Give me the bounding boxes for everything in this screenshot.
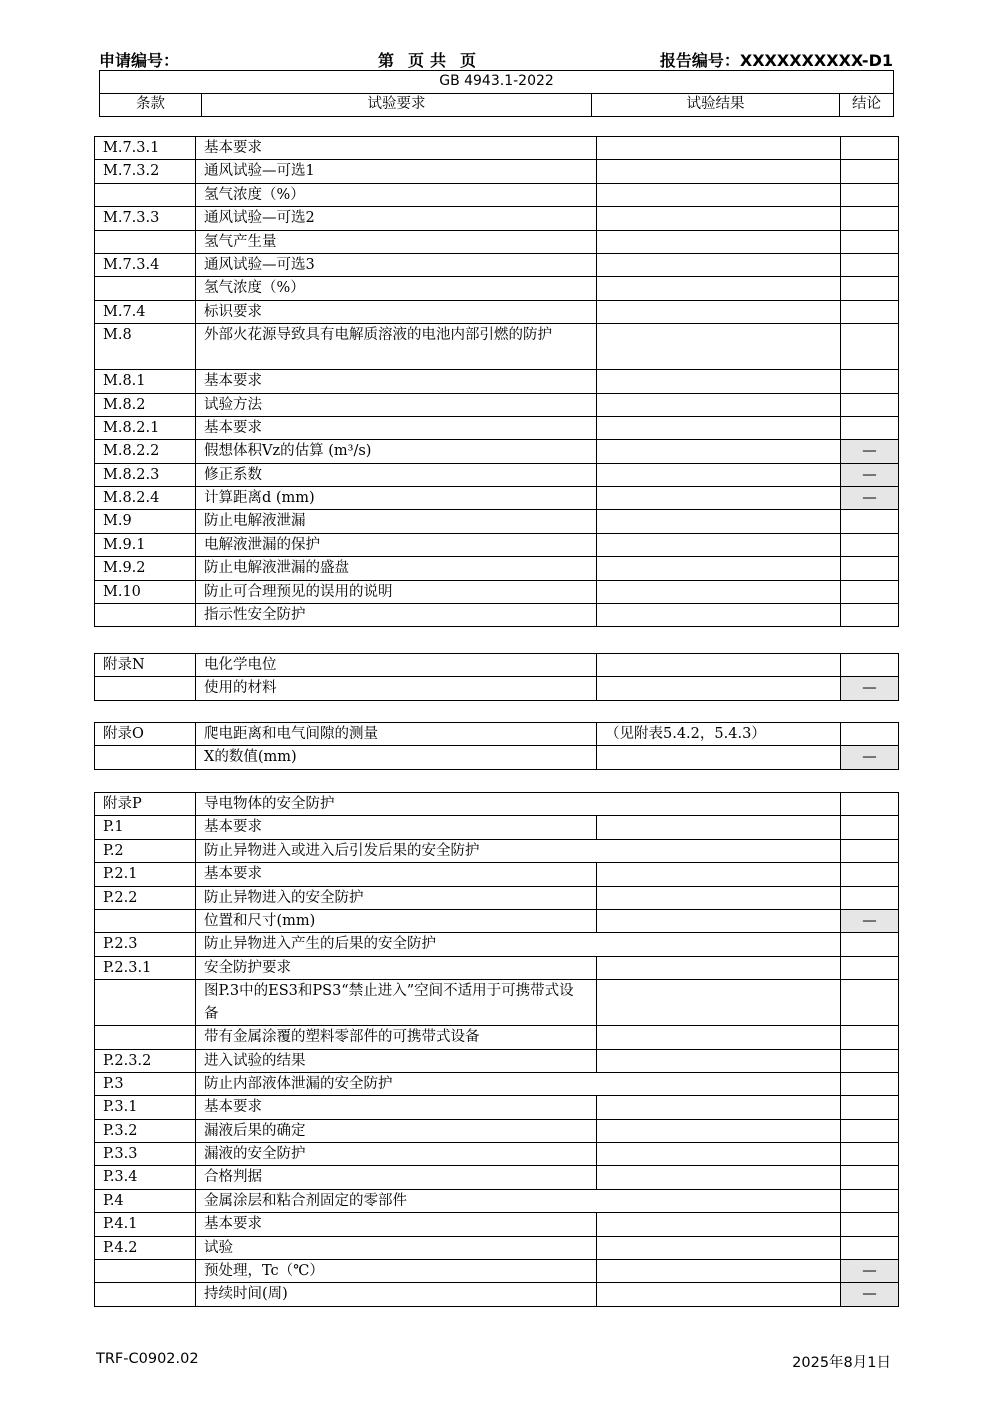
clause-cell: M.7.3.4 — [95, 253, 196, 276]
verdict-cell — [841, 230, 899, 253]
verdict-cell: — — [841, 746, 899, 769]
table-row — [95, 909, 899, 932]
clause-cell: 附录O — [95, 723, 196, 746]
result-cell — [597, 277, 841, 300]
clause-cell: P.3.4 — [95, 1166, 196, 1189]
column-header-result: 试验结果 — [592, 94, 840, 117]
verdict-cell — [841, 277, 899, 300]
clause-cell: M.8 — [95, 324, 196, 370]
verdict-cell: — — [841, 909, 899, 932]
verdict-cell: — — [841, 463, 899, 486]
page-word: 共 — [430, 51, 447, 70]
verdict-cell — [841, 1143, 899, 1166]
requirement-cell: 金属涂层和粘合剂固定的零部件 — [196, 1189, 841, 1212]
clause-cell — [95, 1260, 196, 1283]
clause-cell: P.2.3.1 — [95, 956, 196, 979]
requirement-cell: 带有金属涂覆的塑料零部件的可携带式设备 — [196, 1026, 597, 1049]
requirement-cell: 安全防护要求 — [196, 956, 597, 979]
verdict-cell — [841, 1213, 899, 1236]
result-cell — [597, 1213, 841, 1236]
clause-cell: P.2.3 — [95, 933, 196, 956]
table-row — [95, 1189, 899, 1212]
clause-cell — [95, 677, 196, 700]
table-row — [95, 886, 899, 909]
result-cell — [597, 677, 841, 700]
requirement-cell: 防止异物进入产生的后果的安全防护 — [196, 933, 841, 956]
table-row — [95, 863, 899, 886]
verdict-cell — [841, 370, 899, 393]
table-row — [95, 604, 899, 627]
verdict-cell — [841, 604, 899, 627]
table-row — [95, 980, 899, 1026]
table-row — [95, 137, 899, 160]
table-row — [95, 1213, 899, 1236]
result-cell — [597, 1283, 841, 1306]
requirement-cell: 电解液泄漏的保护 — [196, 533, 597, 556]
result-cell — [597, 604, 841, 627]
verdict-cell — [841, 533, 899, 556]
verdict-cell — [841, 839, 899, 862]
section-table — [94, 136, 899, 627]
table-row — [95, 1260, 899, 1283]
clause-cell: M.7.3.3 — [95, 207, 196, 230]
result-cell — [597, 487, 841, 510]
clause-cell: P.3 — [95, 1072, 196, 1095]
column-header-clause: 条款 — [100, 94, 202, 117]
result-cell — [597, 1143, 841, 1166]
clause-cell: P.4.1 — [95, 1213, 196, 1236]
table-row — [95, 816, 899, 839]
result-cell — [597, 1260, 841, 1283]
table-row — [95, 1283, 899, 1306]
result-cell — [597, 1236, 841, 1259]
requirement-cell: 通风试验—可选3 — [196, 253, 597, 276]
verdict-cell — [841, 980, 899, 1026]
table-row — [95, 183, 899, 206]
clause-cell: M.8.2.4 — [95, 487, 196, 510]
form-code: TRF-C0902.02 — [96, 1351, 199, 1367]
requirement-cell: 防止可合理预见的误用的说明 — [196, 580, 597, 603]
result-cell — [597, 1119, 841, 1142]
requirement-cell: 标识要求 — [196, 300, 597, 323]
result-cell — [597, 863, 841, 886]
result-cell — [597, 557, 841, 580]
verdict-cell — [841, 510, 899, 533]
clause-cell — [95, 909, 196, 932]
table-row — [95, 1049, 899, 1072]
verdict-cell — [841, 1049, 899, 1072]
verdict-cell — [841, 1189, 899, 1212]
verdict-cell — [841, 207, 899, 230]
verdict-cell — [841, 1119, 899, 1142]
report-number: 报告编号：XXXXXXXXXX-D1 — [659, 51, 893, 70]
result-cell — [597, 230, 841, 253]
clause-cell: M.8.2 — [95, 393, 196, 416]
table-row — [95, 160, 899, 183]
requirement-cell: 位置和尺寸(mm) — [196, 909, 597, 932]
table-row — [95, 370, 899, 393]
verdict-cell — [841, 956, 899, 979]
requirement-cell: X的数值(mm) — [196, 746, 597, 769]
table-row — [95, 416, 899, 439]
verdict-cell — [841, 793, 899, 816]
clause-cell: P.3.1 — [95, 1096, 196, 1119]
column-header-verdict: 结论 — [840, 94, 894, 117]
requirement-cell: 外部火花源导致具有电解质溶液的电池内部引燃的防护 — [196, 324, 597, 370]
verdict-cell — [841, 183, 899, 206]
requirement-cell: 通风试验—可选2 — [196, 207, 597, 230]
verdict-cell — [841, 137, 899, 160]
result-cell — [597, 463, 841, 486]
table-row — [95, 1072, 899, 1095]
verdict-cell — [841, 253, 899, 276]
clause-cell: M.8.2.2 — [95, 440, 196, 463]
clause-cell: M.8.2.3 — [95, 463, 196, 486]
table-row — [95, 324, 899, 370]
table-row — [95, 1026, 899, 1049]
clause-cell: P.3.2 — [95, 1119, 196, 1142]
result-cell — [597, 300, 841, 323]
requirement-cell: 基本要求 — [196, 370, 597, 393]
clause-cell: M.9 — [95, 510, 196, 533]
requirement-cell: 基本要求 — [196, 1213, 597, 1236]
requirement-cell: 基本要求 — [196, 1096, 597, 1119]
clause-cell — [95, 230, 196, 253]
verdict-cell — [841, 580, 899, 603]
result-cell — [597, 1049, 841, 1072]
table-row — [95, 463, 899, 486]
clause-cell — [95, 980, 196, 1026]
result-cell — [597, 956, 841, 979]
result-cell — [597, 440, 841, 463]
result-cell — [597, 183, 841, 206]
verdict-cell — [841, 933, 899, 956]
requirement-cell: 基本要求 — [196, 816, 597, 839]
table-row — [95, 300, 899, 323]
clause-cell — [95, 183, 196, 206]
clause-cell: P.2.1 — [95, 863, 196, 886]
table-row — [95, 1096, 899, 1119]
result-cell: （见附表5.4.2，5.4.3） — [597, 723, 841, 746]
verdict-cell — [841, 1026, 899, 1049]
verdict-cell — [841, 1096, 899, 1119]
result-cell — [597, 746, 841, 769]
clause-cell: M.8.1 — [95, 370, 196, 393]
result-cell — [597, 137, 841, 160]
result-cell — [597, 324, 841, 370]
table-row — [95, 580, 899, 603]
clause-cell: M.7.3.1 — [95, 137, 196, 160]
requirement-cell: 爬电距离和电气间隙的测量 — [196, 723, 597, 746]
requirement-cell: 漏液的安全防护 — [196, 1143, 597, 1166]
section-table — [94, 653, 899, 701]
clause-cell: P.4 — [95, 1189, 196, 1212]
table-row — [95, 956, 899, 979]
requirement-cell: 防止异物进入的安全防护 — [196, 886, 597, 909]
column-header-requirement: 试验要求 — [202, 94, 592, 117]
requirement-cell: 基本要求 — [196, 863, 597, 886]
verdict-cell — [841, 300, 899, 323]
verdict-cell — [841, 816, 899, 839]
table-row — [95, 440, 899, 463]
requirement-cell: 图P.3中的ES3和PS3“禁止进入”空间不适用于可携带式设备 — [196, 980, 597, 1026]
requirement-cell: 防止内部液体泄漏的安全防护 — [196, 1072, 841, 1095]
requirement-cell: 进入试验的结果 — [196, 1049, 597, 1072]
result-cell — [597, 207, 841, 230]
table-row — [95, 654, 899, 677]
verdict-cell — [841, 886, 899, 909]
clause-cell: M.9.2 — [95, 557, 196, 580]
verdict-cell — [841, 863, 899, 886]
standard-row — [100, 71, 894, 94]
result-cell — [597, 816, 841, 839]
section-table — [94, 722, 899, 770]
table-row — [95, 1143, 899, 1166]
result-cell — [597, 533, 841, 556]
page-counter — [378, 48, 490, 71]
table-row — [95, 1119, 899, 1142]
result-cell — [597, 886, 841, 909]
table-row — [95, 746, 899, 769]
requirement-cell: 防止异物进入或进入后引发后果的安全防护 — [196, 839, 841, 862]
result-cell — [597, 416, 841, 439]
result-cell — [597, 1096, 841, 1119]
clause-cell: M.8.2.1 — [95, 416, 196, 439]
application-number-label: 申请编号： — [99, 51, 180, 70]
verdict-cell — [841, 1236, 899, 1259]
requirement-cell: 基本要求 — [196, 416, 597, 439]
clause-cell — [95, 1283, 196, 1306]
verdict-cell — [841, 416, 899, 439]
verdict-cell — [841, 654, 899, 677]
verdict-cell — [841, 1166, 899, 1189]
result-cell — [597, 1166, 841, 1189]
requirement-cell: 修正系数 — [196, 463, 597, 486]
verdict-cell: — — [841, 487, 899, 510]
requirement-cell: 氢气浓度（%） — [196, 183, 597, 206]
requirement-cell: 持续时间(周) — [196, 1283, 597, 1306]
clause-cell: M.7.4 — [95, 300, 196, 323]
verdict-cell: — — [841, 1260, 899, 1283]
requirement-cell: 通风试验—可选1 — [196, 160, 597, 183]
requirement-cell: 试验方法 — [196, 393, 597, 416]
clause-cell: M.10 — [95, 580, 196, 603]
clause-cell: M.7.3.2 — [95, 160, 196, 183]
table-row — [95, 510, 899, 533]
table-row — [95, 230, 899, 253]
requirement-cell: 防止电解液泄漏 — [196, 510, 597, 533]
result-cell — [597, 393, 841, 416]
column-header-row — [100, 94, 894, 117]
clause-cell: P.3.3 — [95, 1143, 196, 1166]
requirement-cell: 氢气产生量 — [196, 230, 597, 253]
verdict-cell — [841, 393, 899, 416]
requirement-cell: 合格判据 — [196, 1166, 597, 1189]
table-row — [95, 933, 899, 956]
section-table — [94, 792, 899, 1307]
requirement-cell: 预处理，Tc（℃） — [196, 1260, 597, 1283]
result-cell — [597, 909, 841, 932]
table-row — [95, 1236, 899, 1259]
requirement-cell: 导电物体的安全防护 — [196, 793, 841, 816]
requirement-cell: 试验 — [196, 1236, 597, 1259]
clause-cell: P.1 — [95, 816, 196, 839]
result-cell — [597, 510, 841, 533]
result-cell — [597, 1026, 841, 1049]
page-word: 页 — [408, 51, 425, 70]
table-row — [95, 487, 899, 510]
verdict-cell — [841, 1072, 899, 1095]
result-cell — [597, 580, 841, 603]
table-row — [95, 557, 899, 580]
requirement-cell: 指示性安全防护 — [196, 604, 597, 627]
clause-cell: M.9.1 — [95, 533, 196, 556]
result-cell — [597, 160, 841, 183]
requirement-cell: 漏液后果的确定 — [196, 1119, 597, 1142]
clause-cell: P.2 — [95, 839, 196, 862]
verdict-cell — [841, 557, 899, 580]
standard-header-table — [99, 70, 894, 117]
clause-cell: P.2.3.2 — [95, 1049, 196, 1072]
footer-date: 2025年8月1日 — [792, 1355, 891, 1371]
clause-cell: P.4.2 — [95, 1236, 196, 1259]
verdict-cell: — — [841, 677, 899, 700]
requirement-cell: 氢气浓度（%） — [196, 277, 597, 300]
table-row — [95, 533, 899, 556]
requirement-cell: 使用的材料 — [196, 677, 597, 700]
requirement-cell: 假想体积Vz的估算 (m³/s) — [196, 440, 597, 463]
page-word: 第 — [378, 51, 395, 70]
result-cell — [597, 370, 841, 393]
table-row — [95, 1166, 899, 1189]
clause-cell — [95, 746, 196, 769]
table-row — [95, 677, 899, 700]
result-cell — [597, 654, 841, 677]
table-row — [95, 839, 899, 862]
verdict-cell: — — [841, 1283, 899, 1306]
table-row — [95, 723, 899, 746]
clause-cell: 附录N — [95, 654, 196, 677]
clause-cell: P.2.2 — [95, 886, 196, 909]
requirement-cell: 基本要求 — [196, 137, 597, 160]
requirement-cell: 计算距离d (mm) — [196, 487, 597, 510]
verdict-cell — [841, 324, 899, 370]
table-row — [95, 277, 899, 300]
requirement-cell: 防止电解液泄漏的盛盘 — [196, 557, 597, 580]
table-row — [95, 393, 899, 416]
result-cell — [597, 980, 841, 1026]
table-row — [95, 207, 899, 230]
clause-cell: 附录P — [95, 793, 196, 816]
verdict-cell: — — [841, 440, 899, 463]
verdict-cell — [841, 723, 899, 746]
requirement-cell: 电化学电位 — [196, 654, 597, 677]
verdict-cell — [841, 160, 899, 183]
clause-cell — [95, 1026, 196, 1049]
standard-code: GB 4943.1-2022 — [100, 71, 894, 94]
clause-cell — [95, 604, 196, 627]
table-row — [95, 793, 899, 816]
clause-cell — [95, 277, 196, 300]
table-row — [95, 253, 899, 276]
page-word: 页 — [460, 51, 477, 70]
result-cell — [597, 253, 841, 276]
